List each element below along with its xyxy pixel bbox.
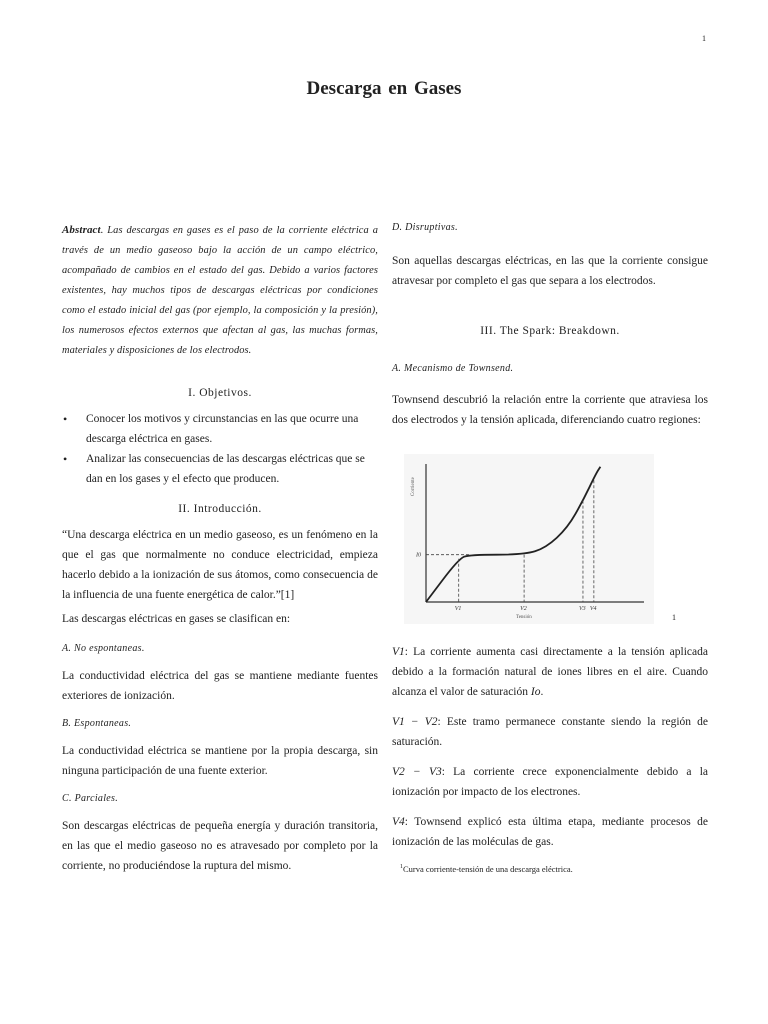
list-item: • Analizar las consecuencias de las descargas eléctricas que se dan en los gases y el efecto que producen.: [62, 449, 378, 489]
sub-c-title: C. Parciales.: [62, 793, 119, 804]
intro-text: Las descargas eléctricas en gases se clasifican en:: [62, 613, 291, 625]
y-axis-label: Corriente: [411, 477, 416, 496]
intro-quote: “Una descarga eléctrica en un medio gaseoso, es un fenómeno en la que el gas que normalmente no conduce electricidad, empieza hacerlo debido a la ionización de sus átomos, como consecuencia de la influencia de una fuente energética de calor.”[1]: [62, 529, 378, 601]
v1-description: V1: La corriente aumenta casi directamente a la tensión aplicada debido a la formación natural de iones libres en el aire. Cuando alcanza el valor de saturación Io.: [392, 646, 708, 698]
x-tick-label: V3: [578, 606, 586, 612]
v4-description: V4: Townsend explicó esta última etapa, mediante procesos de ionización de las moléculas de gas.: [392, 816, 708, 848]
abstract-text: . Las descargas en gases es el paso de la corriente eléctrica a través de un medio gaseoso bajo la acción de un campo eléctrico, acompañado de cambios en el estado del gas. Debido a varios factores existentes, hay muchos tipos de descargas eléctricas por condiciones como el estado inicial del gas (por ejemplo, la composición y la presión), los numerosos efectos externos que afectan al gas, las muchas formas, materiales y disposiciones de los electrodos.: [62, 225, 378, 356]
sub-d-text: Son aquellas descargas eléctricas, en las que la corriente consigue atravesar por completo el gas que separa a los electrodos.: [392, 255, 708, 287]
chart-background: [404, 454, 654, 624]
v2-v3-description: V2 − V3: La corriente crece exponencialmente debido a la ionización por impacto de los electrones.: [392, 766, 708, 798]
sub-a-title: A. No espontaneas.: [62, 643, 145, 654]
v1-v2-description: V1 − V2: Este tramo permanece constante siendo la región de saturación.: [392, 716, 708, 748]
abstract-label: Abstract: [62, 224, 101, 236]
sub-c-text: Son descargas eléctricas de pequeña energía y duración transitoria, en las que el medio gaseoso no es atravesado por completo por la corriente, no produciéndose la ruptura del mismo.: [62, 820, 378, 872]
y-tick-label: I0: [416, 552, 421, 559]
bullet-icon: •: [63, 412, 68, 426]
sub-b-title: B. Espontaneas.: [62, 718, 132, 729]
sub-b-text: La conductividad eléctrica se mantiene por la propia descarga, sin ninguna participación de una fuente exterior.: [62, 745, 378, 777]
section-introduccion-title: II. Introducción.: [178, 503, 262, 515]
townsend-subtitle: A. Mecanismo de Townsend.: [392, 363, 514, 374]
objectives-list: [62, 409, 378, 489]
townsend-text: Townsend descubrió la relación entre la corriente que atraviesa los dos electrodos y la tensión aplicada, diferenciando cuatro regiones:: [392, 394, 708, 426]
list-item: • Conocer los motivos y circunstancias en las que ocurre una descarga eléctrica en gases.: [62, 409, 378, 449]
bullet-icon: •: [63, 452, 68, 466]
paper-title: Descarga en Gases: [306, 78, 462, 99]
x-tick-label: V4: [589, 606, 597, 612]
iv-figure: [404, 454, 676, 624]
sub-d-title: D. Disruptivas.: [392, 222, 458, 233]
x-axis-label: Tensión: [516, 615, 532, 620]
x-tick-label: V2: [520, 606, 527, 612]
figure-footnote-mark: 1: [672, 613, 676, 622]
abstract: [62, 220, 378, 361]
section-spark-title: III. The Spark: Breakdown.: [480, 325, 620, 337]
x-tick-label: V1: [454, 606, 462, 612]
iv-chart: [404, 454, 654, 624]
footnote: $^1$Curva corriente-tensión de una descarga eléctrica.: [400, 864, 573, 874]
left-column: [62, 220, 378, 876]
right-column: [392, 220, 708, 874]
page-number: 1: [702, 34, 706, 43]
sub-a-text: La conductividad eléctrica del gas se mantiene mediante fuentes exteriores de ionización.: [62, 670, 378, 702]
section-objetivos-title: I. Objetivos.: [188, 387, 252, 399]
